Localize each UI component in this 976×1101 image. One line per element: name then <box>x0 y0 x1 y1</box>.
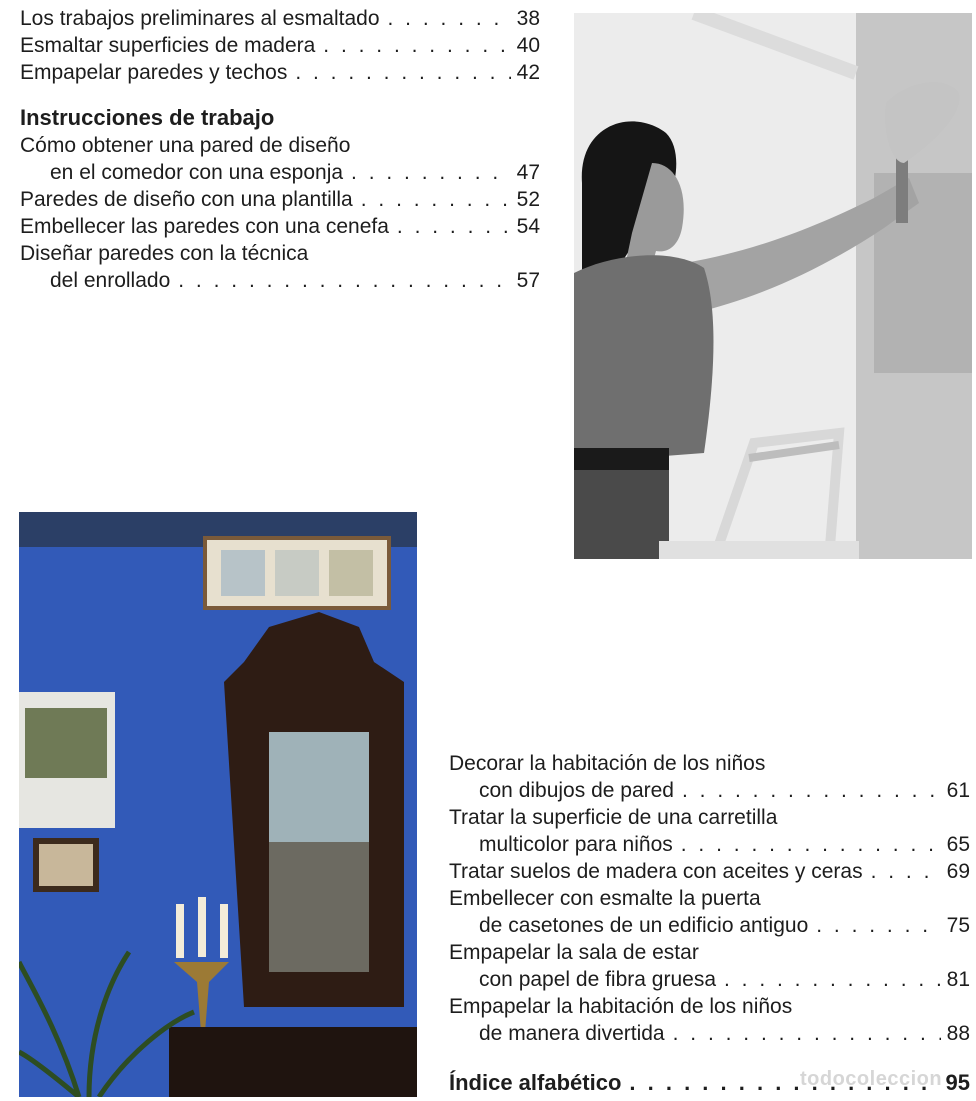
photo-woman-painting-illustration <box>574 13 972 559</box>
toc-entry-title: Esmaltar superficies de madera <box>20 34 316 57</box>
watermark-text: todocoleccion <box>800 1068 943 1090</box>
toc-entry-line1: Cómo obtener una pared de diseño <box>20 134 351 157</box>
photo-blue-room <box>19 512 417 1097</box>
toc-entry-page: 61 <box>946 779 970 802</box>
toc-entry <box>20 5 540 32</box>
toc-leader-dots <box>397 213 511 240</box>
toc-entry-page: 38 <box>516 7 540 30</box>
toc-leader-dots <box>673 1020 941 1047</box>
index-page: 95 <box>945 1070 970 1095</box>
toc-leader-dots <box>351 159 511 186</box>
toc-leader-dots <box>388 5 511 32</box>
toc-entry-title: multicolor para niños <box>479 833 673 856</box>
toc-entry-line1: Empapelar la sala de estar <box>449 941 699 964</box>
toc-entry <box>449 777 970 804</box>
toc-entry-page: 52 <box>516 188 540 211</box>
toc-entry-title: Empapelar paredes y techos <box>20 61 288 84</box>
toc-entry-title: con papel de fibra gruesa <box>479 968 716 991</box>
toc-bottom <box>449 750 970 1047</box>
toc-leader-dots <box>323 32 510 59</box>
toc-leader-dots <box>361 186 511 213</box>
toc-entry-line1: Diseñar paredes con la técnica <box>20 242 309 265</box>
toc-entry-page: 57 <box>516 269 540 292</box>
toc-entry-page: 54 <box>516 215 540 238</box>
toc-entry-title: Embellecer las paredes con una cenefa <box>20 215 389 238</box>
photo-woman-painting <box>574 13 972 559</box>
photo-blue-room-illustration <box>19 512 417 1097</box>
toc-entry-page: 42 <box>516 61 540 84</box>
toc-leader-dots <box>178 267 510 294</box>
toc-entry-line1: Empapelar la habitación de los niños <box>449 995 793 1018</box>
toc-entry-page: 88 <box>946 1022 970 1045</box>
toc-leader-dots <box>816 912 940 939</box>
toc-entry-title: en el comedor con una esponja <box>50 161 344 184</box>
toc-entry <box>449 1020 970 1047</box>
toc-entry-page: 40 <box>516 34 540 57</box>
toc-entry-page: 65 <box>946 833 970 856</box>
toc-entry <box>449 858 970 885</box>
toc-leader-dots <box>681 831 941 858</box>
toc-entry-title: de casetones de un edificio antiguo <box>479 914 809 937</box>
toc-entry <box>20 59 540 86</box>
index-title: Índice alfabético <box>449 1070 622 1095</box>
toc-entry <box>20 186 540 213</box>
toc-leader-dots <box>682 777 941 804</box>
toc-entry-line1: Tratar la superficie de una carretilla <box>449 806 778 829</box>
section-heading: Instrucciones de trabajo <box>20 105 275 130</box>
toc-entry-title: con dibujos de pared <box>479 779 674 802</box>
toc-leader-dots <box>871 858 941 885</box>
toc-entry <box>20 213 540 240</box>
toc-leader-dots <box>724 966 941 993</box>
toc-entry <box>20 32 540 59</box>
toc-entry <box>449 966 970 993</box>
toc-entry <box>20 267 540 294</box>
toc-entry-title: del enrollado <box>50 269 171 292</box>
toc-entry <box>20 159 540 186</box>
toc-entry-title: Paredes de diseño con una plantilla <box>20 188 353 211</box>
toc-entry-page: 81 <box>946 968 970 991</box>
toc-entry <box>449 831 970 858</box>
toc-entry <box>449 912 970 939</box>
toc-top <box>20 5 540 294</box>
toc-entry-line1: Embellecer con esmalte la puerta <box>449 887 761 910</box>
toc-entry-title: Los trabajos preliminares al esmaltado <box>20 7 380 30</box>
toc-entry-line1: Decorar la habitación de los niños <box>449 752 766 775</box>
toc-entry-title: de manera divertida <box>479 1022 665 1045</box>
toc-entry-page: 69 <box>946 860 970 883</box>
toc-leader-dots <box>295 59 510 86</box>
toc-entry-page: 47 <box>516 161 540 184</box>
toc-entry-page: 75 <box>946 914 970 937</box>
toc-entry-title: Tratar suelos de madera con aceites y ceras <box>449 860 863 883</box>
